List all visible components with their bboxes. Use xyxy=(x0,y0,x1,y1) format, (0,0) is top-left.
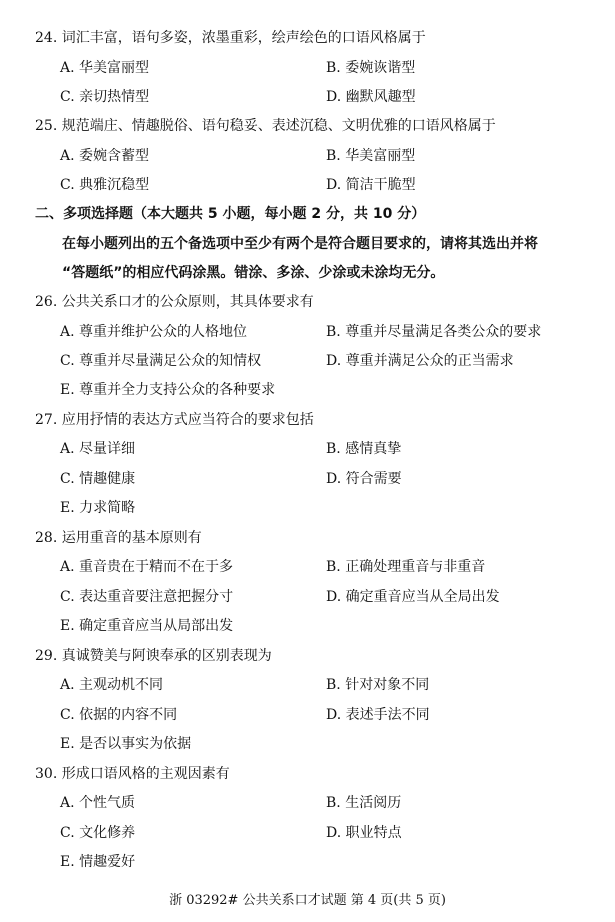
question-26-option-c: C. 尊重并尽量满足公众的知情权 xyxy=(60,353,262,369)
question-25-stem: 25. 规范端庄、情趣脱俗、语句稳妥、表述沉稳、文明优雅的口语风格属于 xyxy=(35,118,496,134)
question-28-stem: 28. 运用重音的基本原则有 xyxy=(35,530,202,546)
question-25-option-d: D. 简洁干脆型 xyxy=(326,177,416,193)
question-27-option-a: A. 尽量详细 xyxy=(60,441,136,457)
question-26-option-e: E. 尊重并全力支持公众的各种要求 xyxy=(60,382,276,398)
question-24-option-c: C. 亲切热情型 xyxy=(60,89,150,105)
question-24-stem: 24. 词汇丰富，语句多姿，浓墨重彩，绘声绘色的口语风格属于 xyxy=(35,30,426,46)
question-27-option-b: B. 感情真挚 xyxy=(326,441,402,457)
section-2-instruction-line-2: “答题纸”的相应代码涂黑。错涂、多涂、少涂或未涂均无分。 xyxy=(62,265,445,281)
question-25-option-c: C. 典雅沉稳型 xyxy=(60,177,150,193)
question-27-option-e: E. 力求简略 xyxy=(60,500,136,516)
question-25-option-b: B. 华美富丽型 xyxy=(326,148,416,164)
question-30-option-a: A. 个性气质 xyxy=(60,795,136,811)
question-29-option-b: B. 针对对象不同 xyxy=(326,677,430,693)
question-27-stem: 27. 应用抒情的表达方式应当符合的要求包括 xyxy=(35,412,314,428)
page-footer: 浙 03292# 公共关系口才试题 第 4 页(共 5 页) xyxy=(169,893,446,908)
section-2-heading: 二、多项选择题（本大题共 5 小题，每小题 2 分，共 10 分） xyxy=(35,206,426,222)
question-30-option-c: C. 文化修养 xyxy=(60,825,136,841)
question-28-option-b: B. 正确处理重音与非重音 xyxy=(326,559,486,575)
question-29-stem: 29. 真诚赞美与阿谀奉承的区别表现为 xyxy=(35,648,272,664)
question-30-option-d: D. 职业特点 xyxy=(326,825,402,841)
question-26-option-d: D. 尊重并满足公众的正当需求 xyxy=(326,353,514,369)
question-30-option-b: B. 生活阅历 xyxy=(326,795,402,811)
question-24-option-b: B. 委婉诙谐型 xyxy=(326,60,416,76)
question-26-option-a: A. 尊重并维护公众的人格地位 xyxy=(60,324,248,340)
question-28-option-c: C. 表达重音要注意把握分寸 xyxy=(60,589,234,605)
question-25-option-a: A. 委婉含蓄型 xyxy=(60,148,150,164)
question-26-option-b: B. 尊重并尽量满足各类公众的要求 xyxy=(326,324,542,340)
question-24-option-d: D. 幽默风趣型 xyxy=(326,89,416,105)
question-27-option-c: C. 情趣健康 xyxy=(60,471,136,487)
question-26-stem: 26. 公共关系口才的公众原则，其具体要求有 xyxy=(35,294,314,310)
question-30-stem: 30. 形成口语风格的主观因素有 xyxy=(35,766,230,782)
question-27-option-d: D. 符合需要 xyxy=(326,471,402,487)
question-28-option-a: A. 重音贵在于精而不在于多 xyxy=(60,559,234,575)
question-29-option-d: D. 表述手法不同 xyxy=(326,707,430,723)
question-29-option-e: E. 是否以事实为依据 xyxy=(60,736,192,752)
question-28-option-d: D. 确定重音应当从全局出发 xyxy=(326,589,500,605)
question-29-option-a: A. 主观动机不同 xyxy=(60,677,164,693)
question-28-option-e: E. 确定重音应当从局部出发 xyxy=(60,618,234,634)
question-29-option-c: C. 依据的内容不同 xyxy=(60,707,178,723)
question-30-option-e: E. 情趣爱好 xyxy=(60,854,136,870)
question-24-option-a: A. 华美富丽型 xyxy=(60,60,150,76)
section-2-instruction-line-1: 在每小题列出的五个备选项中至少有两个是符合题目要求的，请将其选出并将 xyxy=(62,236,538,252)
